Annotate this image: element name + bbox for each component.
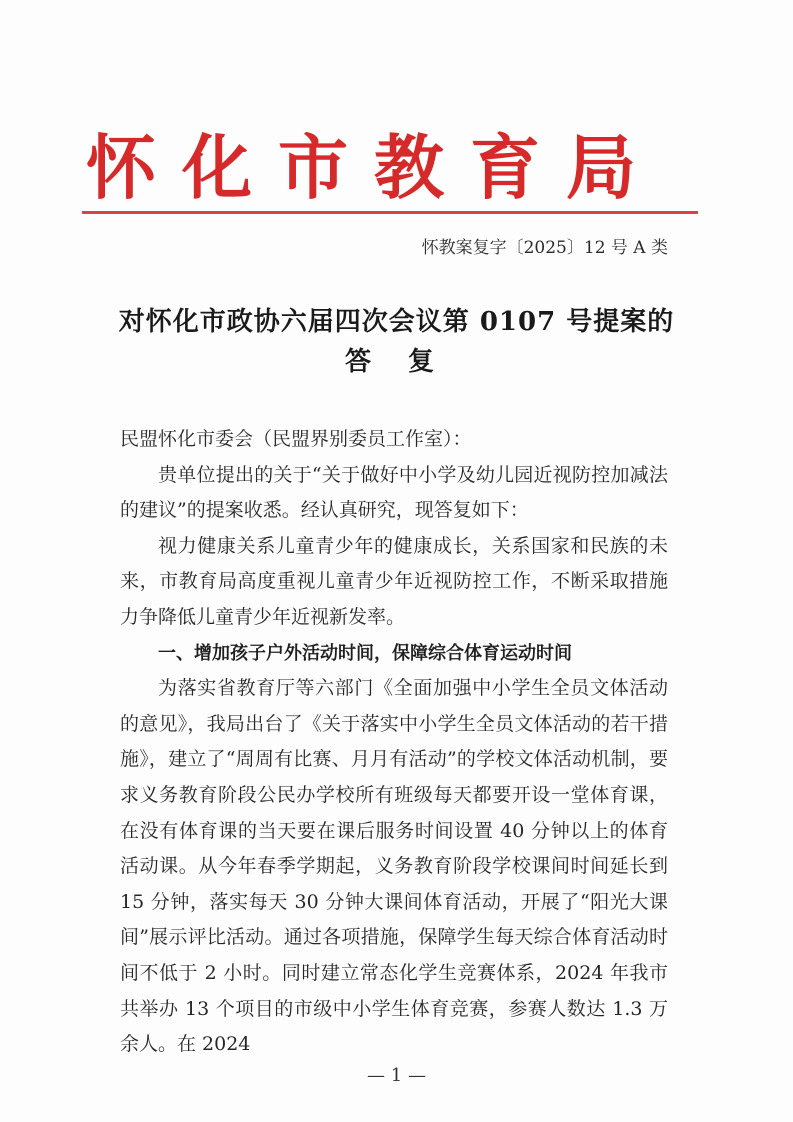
document-title-line2: 答 复	[344, 347, 449, 377]
letterhead-title: 怀化市教育局	[86, 127, 662, 209]
salutation: 民盟怀化市委会（民盟界别委员工作室）：	[120, 428, 472, 450]
section-heading-1: 一、增加孩子户外活动时间，保障综合体育运动时间	[158, 642, 572, 664]
document-number: 怀教案复字〔2025〕12 号 A 类	[421, 238, 668, 258]
page-number: — 1 —	[367, 1065, 426, 1086]
paragraph-background: 视力健康关系儿童青少年的健康成长，关系国家和民族的未来，市教育局高度重视儿童青少年近视防控工作，不断采取措施力争降低儿童青少年近视新发率。	[120, 534, 668, 628]
document-body	[120, 422, 668, 1063]
paragraph-intro: 贵单位提出的关于“关于做好中小学及幼儿园近视防控加减法的建议”的提案收悉。经认真研究，现答复如下：	[120, 463, 668, 522]
document-title	[80, 302, 713, 382]
document-title-line1: 对怀化市政协六届四次会议第 0107 号提案的	[118, 307, 675, 337]
paragraph-section-1: 为落实省教育厅等六部门《全面加强中小学生全员文体活动的意见》，我局出台了《关于落实中小学生全员文体活动的若干措施》，建立了“周周有比赛、月月有活动”的学校文体活动机制，要求义务教育阶段公民办学校所有班级每天都要开设一堂体育课，在没有体育课的当天要在课后服务时间设置 40 分钟以上的体育活动课。从今年春季学期起，义务教育阶段学校课间时间延长到 15 分钟，落实每天 30 分钟大课间体育活动，开展了“阳光大课间”展示评比活动。通过各项措施，保障学生每天综合体育活动时间不低于 2 小时。同时建立常态化学生竞赛体系，2024 年我市共举办 13 个项目的市级中小学生体育竞赛，参赛人数达 1.3 万余人。在 2024	[120, 677, 668, 1056]
letterhead-red-rule	[82, 211, 698, 214]
